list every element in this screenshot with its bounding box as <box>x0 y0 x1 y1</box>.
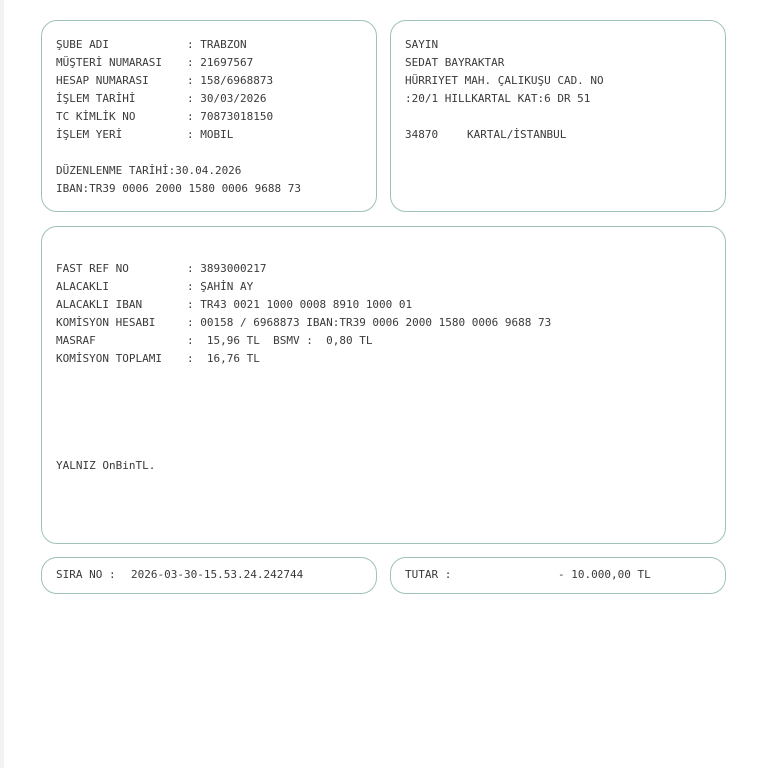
row-separator: : <box>187 74 201 87</box>
row-separator: : <box>187 298 201 311</box>
row-label: FAST REF NO <box>56 262 129 275</box>
row-value: 3893000217 <box>200 262 267 275</box>
info-row <box>56 262 266 276</box>
city: KARTAL/İSTANBUL <box>467 128 567 141</box>
info-row <box>56 128 233 142</box>
info-row <box>56 110 273 124</box>
address-line-1: HÜRRIYET MAH. ÇALIKUŞU CAD. NO <box>405 74 604 87</box>
row-label: HESAP NUMARASI <box>56 74 149 87</box>
info-row <box>56 92 266 106</box>
row-separator: : <box>187 262 201 275</box>
row-separator: : <box>187 92 201 105</box>
info-row <box>56 334 372 348</box>
info-row <box>56 280 253 294</box>
page-edge <box>0 0 4 768</box>
row-value: ŞAHİN AY <box>200 280 254 293</box>
row-value: 70873018150 <box>200 110 274 123</box>
row-separator: : <box>187 110 201 123</box>
row-value: 16,76 TL <box>200 352 260 365</box>
row-value: 30/03/2026 <box>200 92 267 105</box>
row-label: İŞLEM YERİ <box>56 128 123 141</box>
row-separator: : <box>187 352 201 365</box>
row-separator: : <box>187 38 201 51</box>
info-row <box>56 352 260 366</box>
row-label: KOMİSYON HESABI <box>56 316 156 329</box>
sequence-label: SIRA NO : <box>56 568 116 581</box>
total-amount: - 10.000,00 TL <box>558 568 651 581</box>
row-label: MÜŞTERİ NUMARASI <box>56 56 162 69</box>
row-value: TRABZON <box>200 38 247 51</box>
row-label: İŞLEM TARİHİ <box>56 92 136 105</box>
row-label: ALACAKLI IBAN <box>56 298 143 311</box>
recipient-box <box>390 20 726 212</box>
total-label: TUTAR : <box>405 568 452 581</box>
row-label: ALACAKLI <box>56 280 109 293</box>
row-label: ŞUBE ADI <box>56 38 109 51</box>
sequence-value: 2026-03-30-15.53.24.242744 <box>131 568 304 581</box>
row-separator: : <box>187 280 201 293</box>
row-separator: : <box>187 316 201 329</box>
info-row <box>56 74 273 88</box>
recipient-name: SEDAT BAYRAKTAR <box>405 56 505 69</box>
row-value: MOBIL <box>200 128 234 141</box>
row-value: 00158 / 6968873 IBAN:TR39 0006 2000 1580 0006 9688 73 <box>200 316 552 329</box>
row-label: TC KİMLİK NO <box>56 110 136 123</box>
amount-in-words: YALNIZ OnBinTL. <box>56 459 156 472</box>
info-row <box>56 316 551 330</box>
row-label: MASRAF <box>56 334 96 347</box>
salutation: SAYIN <box>405 38 439 51</box>
account-iban: IBAN:TR39 0006 2000 1580 0006 9688 73 <box>56 182 302 195</box>
row-separator: : <box>187 334 201 347</box>
row-value: TR43 0021 1000 0008 8910 1000 01 <box>200 298 413 311</box>
row-value: 21697567 <box>200 56 254 69</box>
postal-code: 34870 <box>405 128 439 141</box>
row-separator: : <box>187 128 201 141</box>
address-line-2: :20/1 HILLKARTAL KAT:6 DR 51 <box>405 92 591 105</box>
row-separator: : <box>187 56 201 69</box>
info-row <box>56 38 247 52</box>
info-row <box>56 298 412 312</box>
row-value: 158/6968873 <box>200 74 274 87</box>
issue-date: DÜZENLENME TARİHİ:30.04.2026 <box>56 164 242 177</box>
row-label: KOMİSYON TOPLAMI <box>56 352 162 365</box>
info-row <box>56 56 253 70</box>
row-value: 15,96 TL BSMV : 0,80 TL <box>200 334 373 347</box>
